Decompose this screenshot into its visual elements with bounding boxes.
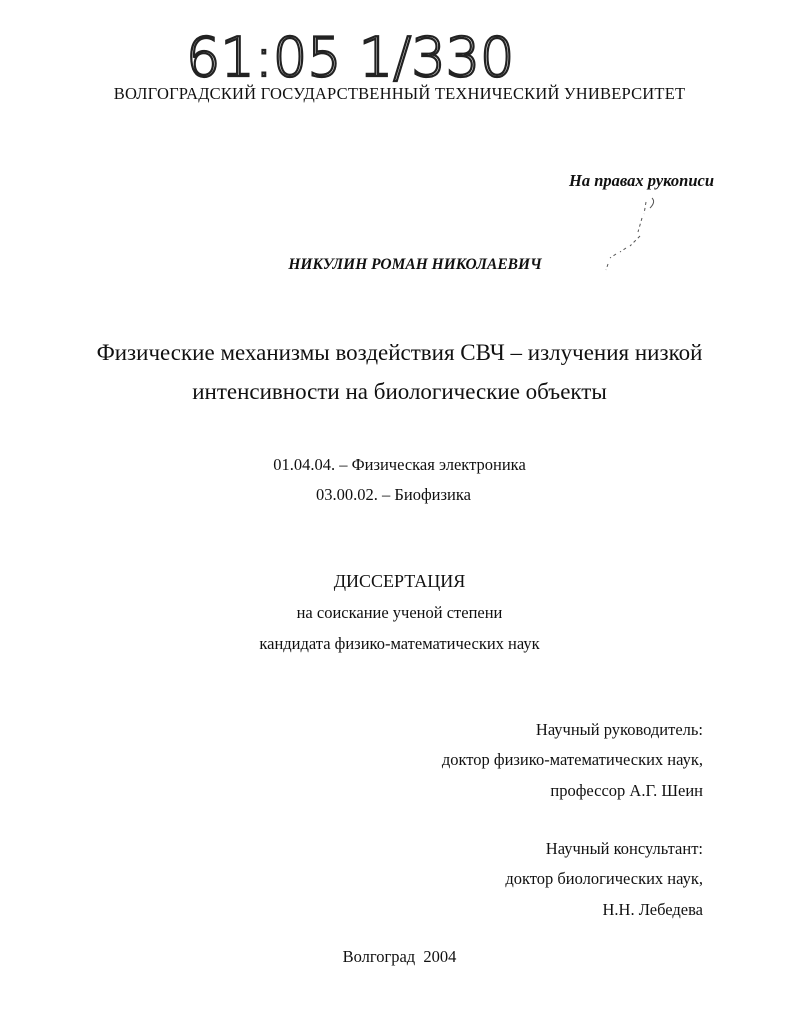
- dissertation-title-line-2: интенсивности на биологические объекты: [192, 379, 607, 404]
- scientific-consultant-name: Н.Н. Лебедева: [602, 900, 703, 919]
- archive-code-text: 61:05 1/330: [186, 26, 515, 89]
- dissertation-title-line-1: Физические механизмы воздействия СВЧ – излучения низкой: [96, 340, 703, 365]
- degree-line-1: на соискание ученой степени: [296, 603, 503, 622]
- specialty-code-1: 01.04.04. – Физическая электроника: [273, 455, 526, 474]
- scientific-advisor-name: профессор А.Г. Шеин: [550, 781, 703, 800]
- degree-line-2: кандидата физико-математических наук: [259, 634, 540, 653]
- specialty-code-2: 03.00.02. – Биофизика: [316, 485, 471, 504]
- scientific-consultant-role: Научный консультант:: [545, 839, 703, 858]
- author-name: НИКУЛИН РОМАН НИКОЛАЕВИЧ: [288, 256, 542, 273]
- university-name: ВОЛГОГРАДСКИЙ ГОСУДАРСТВЕННЫЙ ТЕХНИЧЕСКИЙ УНИВЕРСИТЕТ: [113, 84, 686, 103]
- scientific-advisor-degree: доктор физико-математических наук,: [441, 750, 703, 769]
- manuscript-note: На правах рукописи: [569, 171, 714, 190]
- scientific-consultant-degree: доктор биологических наук,: [505, 869, 703, 888]
- place-and-year: Волгоград 2004: [342, 947, 457, 966]
- scientific-advisor-role: Научный руководитель:: [535, 720, 703, 739]
- document-type-heading: ДИССЕРТАЦИЯ: [333, 571, 466, 591]
